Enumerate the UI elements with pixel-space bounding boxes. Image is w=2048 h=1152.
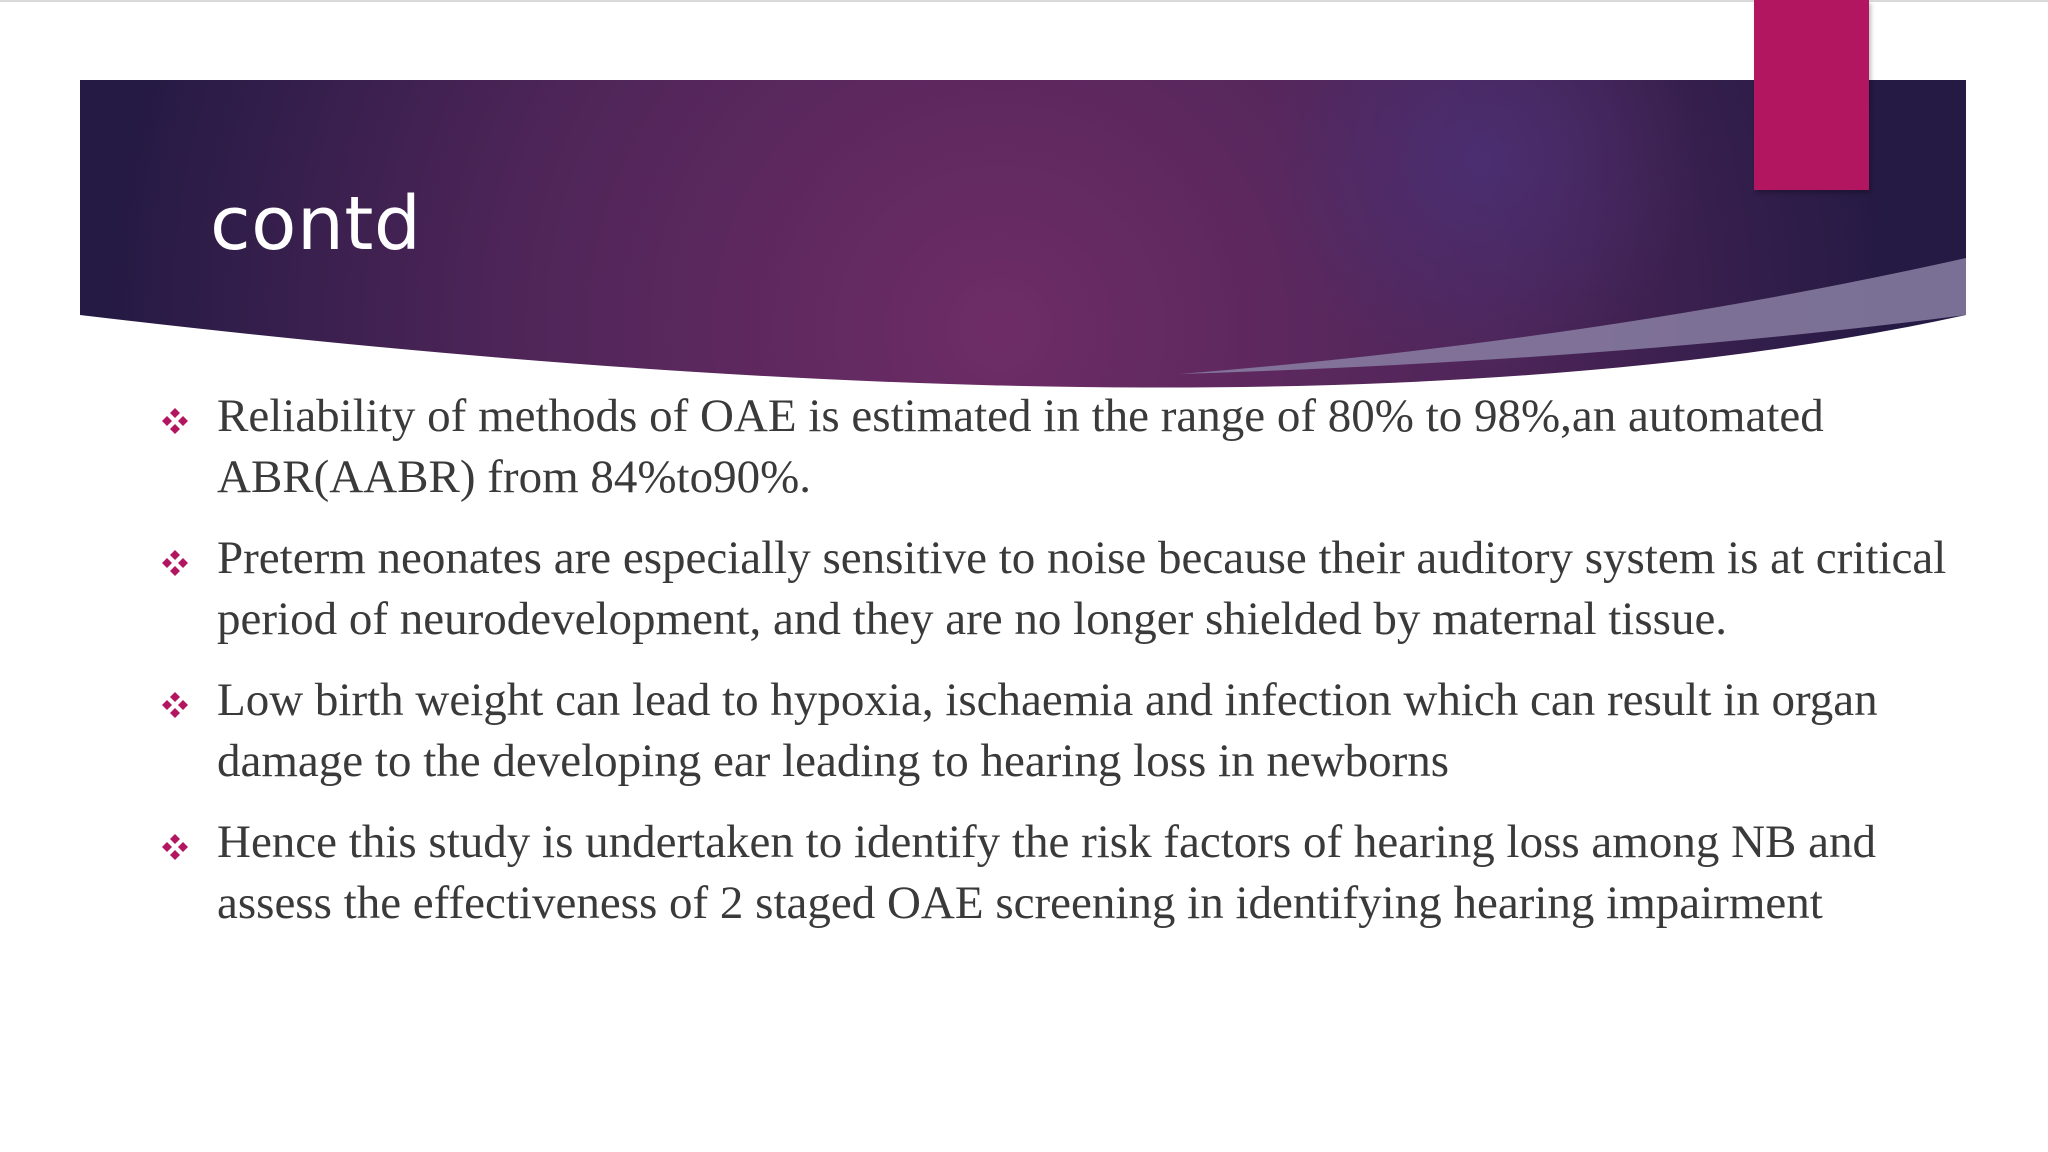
accent-tab xyxy=(1754,0,1869,190)
slide-title: contd xyxy=(210,181,422,267)
bullet-item-3 xyxy=(160,670,1960,792)
bullet-text: Hence this study is undertaken to identify the risk factors of hearing loss among NB and assess the effectiveness of 2 staged OAE screening in identifying hearing impairment xyxy=(217,816,1876,929)
bullet-text: Reliability of methods of OAE is estimated in the range of 80% to 98%,an automated ABR(AABR) from 84%to90%. xyxy=(217,390,1824,503)
four-diamond-bullet-icon xyxy=(160,832,190,862)
bullet-list xyxy=(160,386,1960,954)
bullet-item-1 xyxy=(160,386,1960,508)
bullet-text: Low birth weight can lead to hypoxia, ischaemia and infection which can result in organ damage to the developing ear leading to hearing loss in newborns xyxy=(217,674,1878,787)
four-diamond-bullet-icon xyxy=(160,548,190,578)
bullet-text: Preterm neonates are especially sensitive to noise because their auditory system is at critical period of neurodevelopment, and they are no longer shielded by maternal tissue. xyxy=(217,532,1947,645)
four-diamond-bullet-icon xyxy=(160,690,190,720)
bullet-item-4 xyxy=(160,812,1960,934)
four-diamond-bullet-icon xyxy=(160,406,190,436)
bullet-item-2 xyxy=(160,528,1960,650)
